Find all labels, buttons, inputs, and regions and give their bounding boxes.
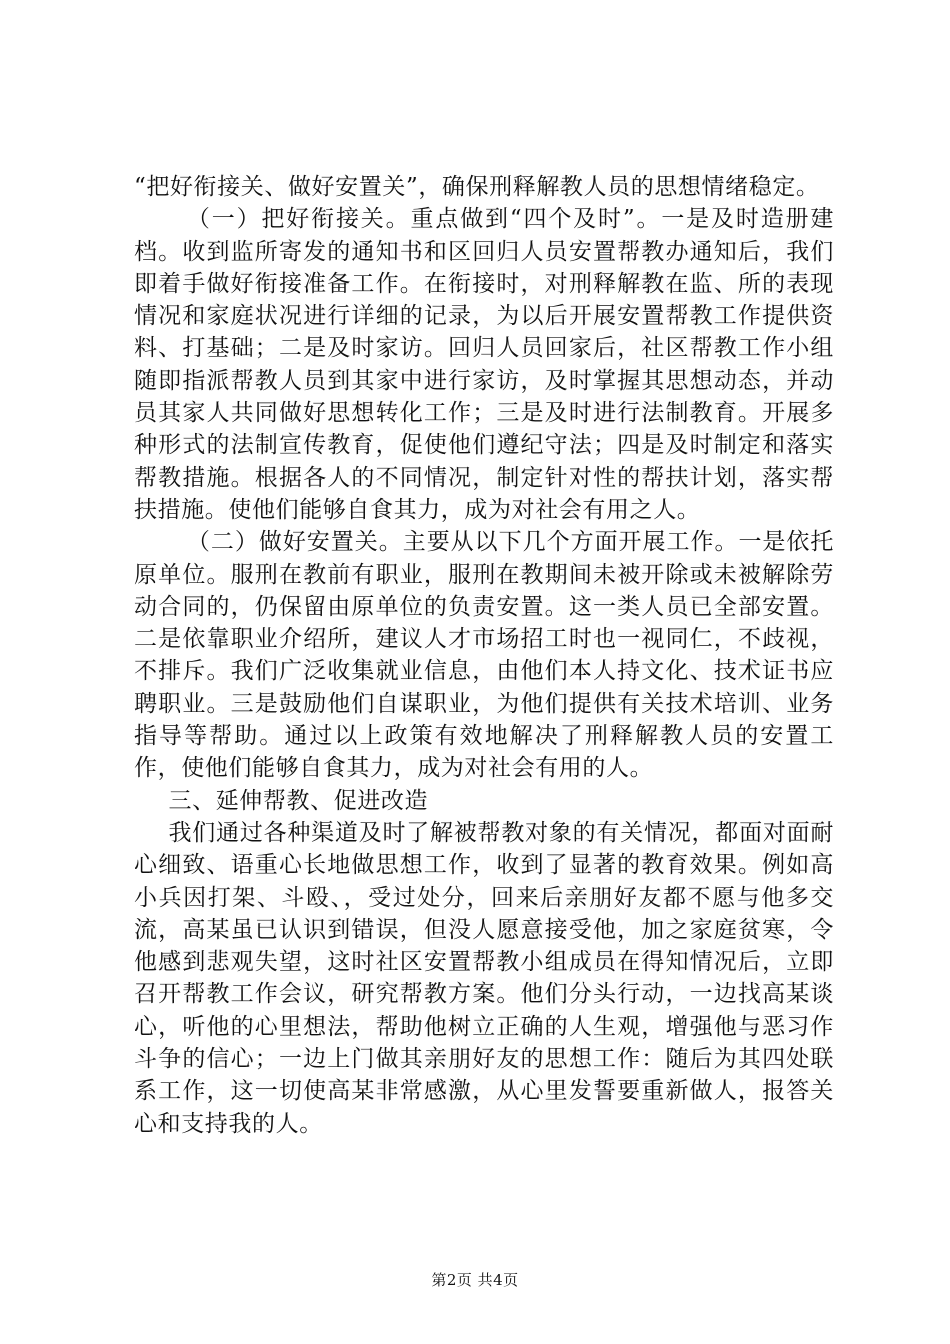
paragraph-placement: （二）做好安置关。主要从以下几个方面开展工作。一是依托原单位。服刑在教前有职业，服刑在教期间未被开除或未被解除劳动合同的，仍保留由原单位的负责安置。这一类人员已全部安置。二是依靠职业介绍所，建议人才市场招工时也一视同仁，不歧视，不排斥。我们广泛收集就业信息，由他们本人持文化、技术证书应聘职业。三是鼓励他们自谋职业，为他们提供有关技术培训、业务指导等帮助。通过以上政策有效地解决了刑释解教人员的安置工作，使他们能够自食其力，成为对社会有用的人。	[134, 529, 834, 782]
section-heading: 三、延伸帮教、促进改造	[168, 787, 429, 814]
paragraph-extended-help: 我们通过各种渠道及时了解被帮教对象的有关情况，都面对面耐心细致、语重心长地做思想工作，收到了显著的教育效果。例如高小兵因打架、斗殴、，受过处分，回来后亲朋好友都不愿与他多交流，高某虽已认识到错误，但没人愿意接受他，加之家庭贫寒，令他感到悲观失望，这时社区安置帮教小组成员在得知情况后，立即召开帮教工作会议，研究帮教方案。他们分头行动，一边找高某谈心，听他的心里想法，帮助他树立正确的人生观，增强他与恶习作斗争的信心；一边上门做其亲朋好友的思想工作：随后为其四处联系工作，这一切使高某非常感激，从心里发誓要重新做人，报答关心和支持我的人。	[134, 819, 834, 1137]
document-body	[134, 171, 834, 1140]
page-number-footer: 第2页 共4页	[431, 1271, 519, 1289]
paragraph-continuation: “把好衔接关、做好安置关”，确保刑释解教人员的思想情绪稳定。	[134, 174, 820, 200]
paragraph-handover: （一）把好衔接关。重点做到“四个及时”。一是及时造册建档。收到监所寄发的通知书和区回归人员安置帮教办通知后，我们即着手做好衔接准备工作。在衔接时，对刑释解教在监、所的表现情况和家庭状况进行详细的记录，为以后开展安置帮教工作提供资料、打基础；二是及时家访。回归人员回家后，社区帮教工作小组随即指派帮教人员到其家中进行家访，及时掌握其思想动态，并动员其家人共同做好思想转化工作；三是及时进行法制教育。开展多种形式的法制宣传教育，促使他们遵纪守法；四是及时制定和落实帮教措施。根据各人的不同情况，制定针对性的帮扶计划，落实帮扶措施。使他们能够自食其力，成为对社会有用之人。	[134, 206, 834, 523]
